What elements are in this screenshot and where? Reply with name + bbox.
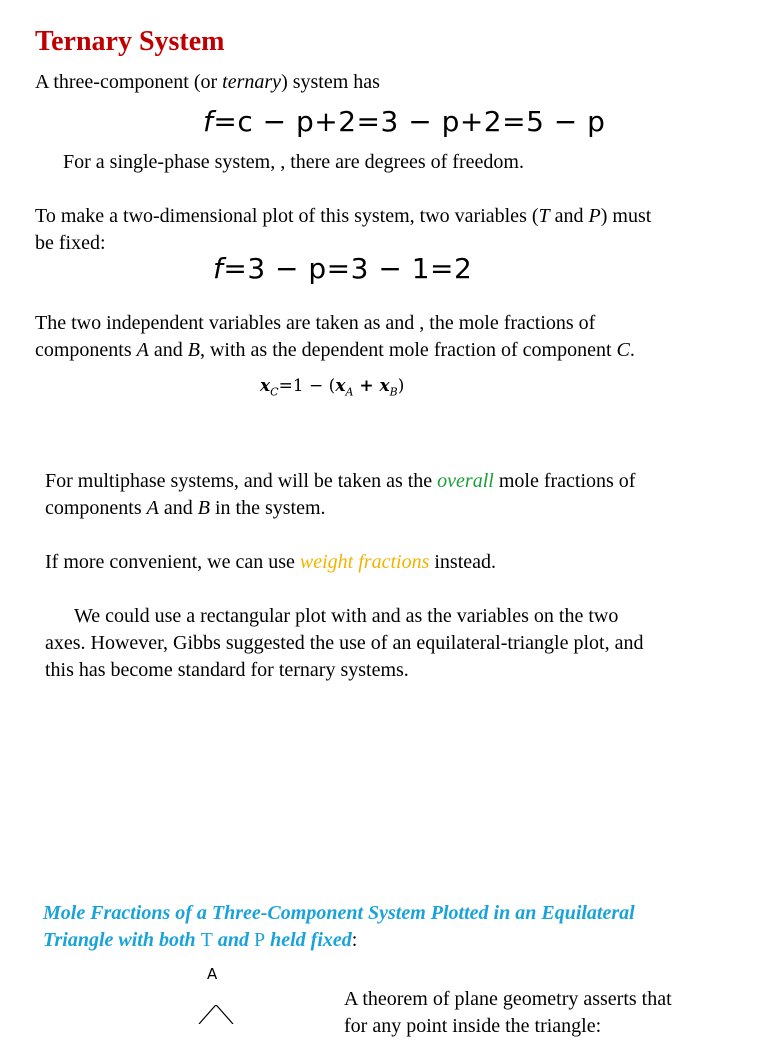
multiphase-line-1a: For multiphase systems, and will be taken as the (45, 470, 438, 492)
gibbs-line-2: axes. However, Gibbs suggested the use of an equilateral-triangle plot, and (45, 632, 644, 654)
caption-line-2a: Triangle with both (43, 929, 201, 951)
multiphase-line-1b: mole fractions of (493, 470, 636, 492)
multiphase-component-b: B (197, 497, 210, 519)
eq3-mid: =1 − ( (278, 376, 336, 396)
eq3-c-sub: C (270, 385, 279, 399)
intro-emph: ternary (222, 71, 282, 93)
indep-line-2 (35, 337, 635, 364)
caption-line-1: Mole Fractions of a Three-Component System Plotted in an Equilateral (43, 902, 635, 924)
caption-colon: : (351, 929, 358, 951)
page-title: Ternary System (35, 26, 225, 57)
overall-emph: overall (437, 470, 494, 492)
theorem-line-1: A theorem of plane geometry asserts that (344, 988, 672, 1010)
indep-line-2a: components (35, 339, 137, 361)
plot-paragraph (35, 203, 651, 257)
single-phase-sentence: For a single-phase system, , there are degrees of freedom. (63, 151, 524, 173)
indep-line-2b: , with as the dependent mole fraction of component (199, 339, 617, 361)
intro-suffix: ) system has (281, 71, 380, 93)
intro-paragraph (35, 69, 380, 96)
component-a: A (136, 339, 149, 361)
caption-line-2 (43, 927, 635, 954)
plot-line-2: be fixed: (35, 232, 106, 254)
multiphase-line-2 (45, 495, 635, 522)
multiphase-and: and (158, 497, 198, 519)
eq3-a-sub: A (345, 385, 354, 399)
eq3-close: ) (397, 376, 405, 396)
weight-fractions-sentence (45, 549, 496, 576)
eq3-plus: + (353, 376, 380, 396)
eq2-f: f (213, 252, 224, 285)
triangle-vertex-label-a: A (207, 965, 218, 983)
eq3-xa: x (335, 376, 346, 396)
caption-line-2b: held fixed (265, 929, 352, 951)
plot-line-1b: ) must (600, 205, 652, 227)
multiphase-line-2b: in the system. (209, 497, 326, 519)
equation-phase-rule (203, 105, 605, 138)
eq1-f: f (203, 105, 214, 138)
equation-mole-fraction (260, 376, 404, 398)
gibbs-line-1: We could use a rectangular plot with and as the variables on the two (74, 605, 619, 627)
triangle-edge (199, 1006, 233, 1025)
component-c: C (616, 339, 630, 361)
ternary-triangle-diagram (195, 998, 241, 1024)
indep-line-1: The two independent variables are taken as and , the mole fractions of (35, 312, 596, 334)
weight-suffix: instead. (429, 551, 497, 573)
weight-fractions-emph: weight fractions (299, 551, 430, 573)
eq3-b-sub: B (389, 385, 398, 399)
plot-and: and (549, 205, 589, 227)
plot-line-1a: To make a two-dimensional plot of this system, two variables ( (35, 205, 539, 227)
eq2-rest: =3 − p=3 − 1=2 (223, 252, 473, 285)
multiphase-line-2a: components (45, 497, 147, 519)
variable-p: P (588, 205, 601, 227)
multiphase-line-1 (45, 468, 635, 495)
weight-prefix: If more convenient, we can use (45, 551, 300, 573)
caption-p: P (253, 929, 266, 951)
indep-dot: . (629, 339, 635, 361)
component-b: B (187, 339, 200, 361)
theorem-paragraph (344, 986, 672, 1040)
caption-t: T (200, 929, 213, 951)
theorem-line-2: for any point inside the triangle: (344, 1015, 602, 1037)
eq3-xb: x (379, 376, 390, 396)
figure-caption (43, 900, 635, 954)
variable-t: T (538, 205, 550, 227)
multiphase-component-a: A (146, 497, 159, 519)
intro-prefix: A three-component (or (35, 71, 223, 93)
plot-line-1 (35, 203, 651, 230)
gibbs-paragraph (45, 603, 643, 684)
equation-degrees-freedom (213, 252, 472, 285)
eq3-xc: x (260, 376, 271, 396)
gibbs-line-3: this has become standard for ternary systems. (45, 659, 409, 681)
caption-and: and (212, 929, 254, 951)
indep-and: and (148, 339, 188, 361)
independent-variables-paragraph (35, 310, 635, 364)
eq1-rest: =c − p+2=3 − p+2=5 − p (213, 105, 606, 138)
multiphase-paragraph (45, 468, 635, 522)
